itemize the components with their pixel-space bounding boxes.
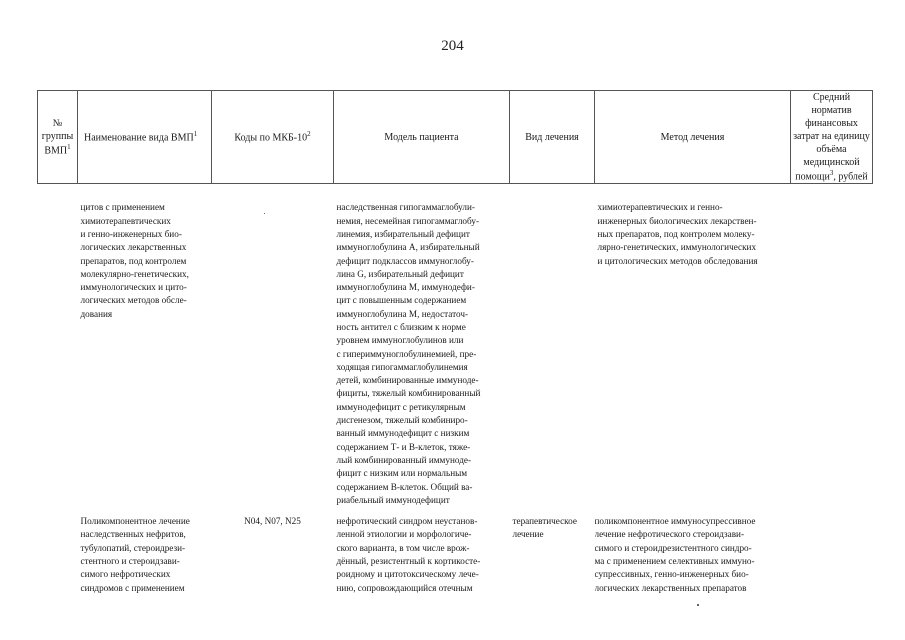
table-row xyxy=(38,507,873,595)
cell-method: поликомпонентное иммуносупрессивное лечение нефротического стероидзави- симого и стероидрезистентного синдро- ма с применением селективных иммуно- супрессивных, генно-инженерных био- логических лекарственных препаратов xyxy=(594,516,756,593)
header-model: Модель пациента xyxy=(334,91,510,184)
header-treatment-type: Вид лечения xyxy=(510,91,595,184)
header-cost: Средний норматив финансовых затрат на единицу объёма медицинской помощи$^3$, рублей xyxy=(791,91,873,184)
cell-group-no xyxy=(38,184,78,507)
cell-treatment-type xyxy=(510,184,595,507)
cell-treatment-type: терапевтическое лечение xyxy=(512,516,577,540)
cell-model: наследственная гипогаммаглобули- немия, несемейная гипогаммаглобу- линемия, избирательный дефицит иммуноглобулина А, избирательный дефицит подклассов иммуноглобу- лина G, избирательный дефицит иммуноглобулина М, иммунодефи- цит с повышенным содержанием иммуноглобулина М, недостаточ- ность антител с близким к норме уровнем иммуноглобулинов или с гипериммуноглобулинемией, пре- ходящая гипогаммаглобулинемия детей, комбинированные иммуноде- фициты, тяжелый комбинированный иммунодефицит с ретикулярным дисгенезом, тяжелый комбиниро- ванный иммунодефицит с низким содержанием Т- и В-клеток, тяже- лый комбинированный иммуноде- фицит с низким или нормальным содержанием В-клеток. Общий ва- риабельный иммунодефицит xyxy=(336,202,481,505)
cell-group-no xyxy=(38,507,78,595)
page-number: 204 xyxy=(441,38,464,54)
scan-speck xyxy=(697,604,699,606)
header-codes: Коды по МКБ-$10^2$ xyxy=(212,91,334,184)
header-group-no: № группы ВМП$^1$ xyxy=(38,91,78,184)
table-row xyxy=(38,184,873,507)
cell-codes: N04, N07, N25 xyxy=(244,516,301,527)
cell-cost xyxy=(791,507,873,595)
vmp-table xyxy=(37,90,873,595)
cell-name: Поликомпонентное лечение наследственных нефритов, тубулопатий, стероидрези- стентного и стероидзави- симого нефротических синдромов с применением xyxy=(80,516,190,593)
table-header-row xyxy=(38,91,873,184)
header-method: Метод лечения xyxy=(595,91,791,184)
scan-speck xyxy=(264,213,265,214)
cell-name: цитов с применением химиотерапевтических и генно-инженерных био- логических лекарственных препаратов, под контролем молекулярно-генетических, иммунологических и цито- логических методов обсле- дования xyxy=(80,202,189,319)
header-name: Наименование вида ВМП$^1$ xyxy=(78,91,212,184)
cell-codes xyxy=(212,184,334,507)
cell-cost xyxy=(791,184,873,507)
cell-model: нефротический синдром неустанов- ленной этиологии и морфологиче- ского варианта, в том числе врож- дённый, резистентный к кортикосте- роидному и цитотоксическому лече- нию, сопровождающийся отечным xyxy=(336,516,481,593)
cell-method: химиотерапевтических и генно- инженерных биологических лекарствен- ных препаратов, под контролем молеку- лярно-генетических, иммунологических и цитологических методов обследования xyxy=(597,202,758,266)
